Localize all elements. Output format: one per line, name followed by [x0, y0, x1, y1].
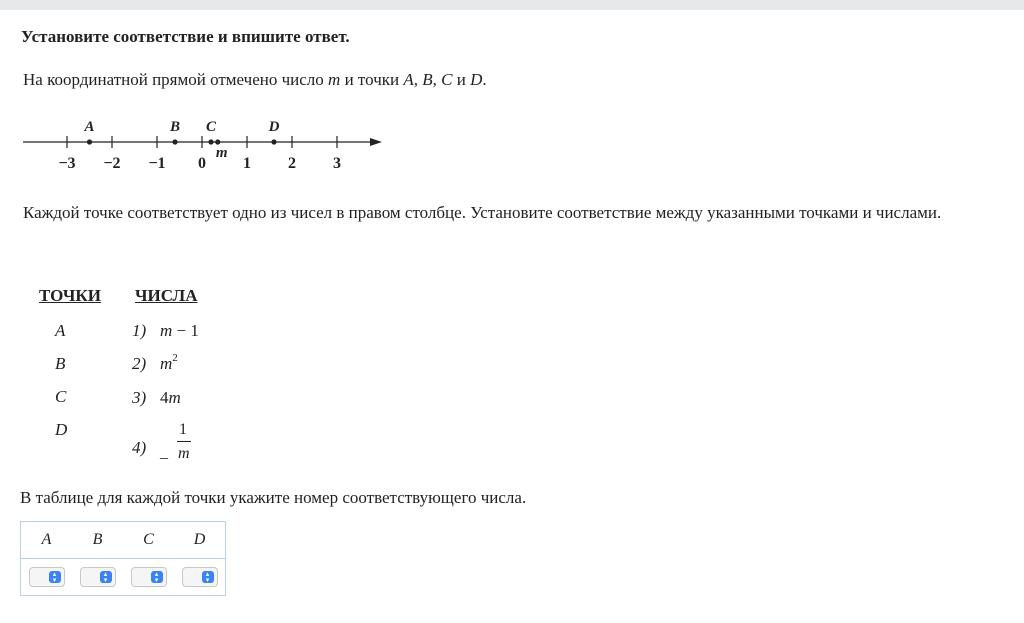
- point-name-a: A: [84, 119, 95, 135]
- number-expression-2: $m^2$: [160, 352, 178, 373]
- point-label-c: C: [55, 387, 67, 406]
- axis-arrow: [370, 138, 382, 146]
- select-arrows-icon: ▴ ▾: [202, 571, 214, 583]
- point-name-m: m: [215, 145, 228, 161]
- tick-label: 0: [198, 155, 206, 172]
- number-label-2: 2): [132, 354, 147, 373]
- number-line: [20, 113, 390, 177]
- answer-select-b[interactable]: [80, 567, 116, 587]
- point-name-d: D: [268, 119, 280, 135]
- point-label-b: B: [55, 354, 66, 373]
- numbers-column-header: ЧИСЛА: [135, 286, 198, 305]
- answer-instruction: В таблице для каждой точки укажите номер соответствующего числа.: [20, 488, 527, 507]
- fraction-denominator: m: [178, 445, 190, 462]
- number-label-3: 3): [132, 388, 147, 407]
- point-label-d: D: [55, 420, 68, 439]
- point-name-b: B: [169, 119, 181, 135]
- tick-label: −2: [103, 155, 121, 172]
- number-label-4: 4): [132, 438, 147, 457]
- answer-select-d[interactable]: [182, 567, 218, 587]
- answer-cell-c: [123, 559, 174, 596]
- tick-label: −1: [148, 155, 166, 172]
- fraction-bar: [177, 441, 191, 442]
- answer-select-a[interactable]: [29, 567, 65, 587]
- point-dot-m: [215, 139, 220, 144]
- number-label-1: 1): [132, 321, 147, 340]
- point-label-a: A: [55, 321, 66, 340]
- answer-column-b: B: [72, 522, 123, 559]
- fraction-minus: _: [160, 444, 168, 461]
- answer-column-d: D: [174, 522, 226, 559]
- tick-label: 3: [333, 155, 341, 172]
- number-expression-3: 4m: [160, 388, 181, 407]
- point-name-c: C: [205, 119, 217, 135]
- select-arrows-icon: ▴ ▾: [151, 571, 163, 583]
- answer-column-c: C: [123, 522, 174, 559]
- fraction-numerator: 1: [179, 421, 187, 438]
- tick-label: 2: [288, 155, 296, 172]
- answer-select-c[interactable]: [131, 567, 167, 587]
- number-expression-1: m − 1: [160, 321, 199, 340]
- answer-cell-a: [21, 559, 73, 596]
- point-dot-c: [208, 139, 213, 144]
- point-dot-b: [172, 139, 177, 144]
- task-title: Установите соответствие и впишите ответ.: [21, 27, 350, 46]
- tick-label: −3: [58, 155, 76, 172]
- point-dot-a: [87, 139, 92, 144]
- points-column-header: ТОЧКИ: [39, 286, 101, 305]
- instruction-text: Каждой точке соответствует одно из чисел в правом столбце. Установите соответствие между указанными точками и числами.: [23, 203, 942, 222]
- top-bar: [0, 0, 1024, 10]
- answer-cell-d: [174, 559, 226, 596]
- tick-label: 1: [243, 155, 251, 172]
- answer-column-a: A: [21, 522, 73, 559]
- intro-text: На координатной прямой отмечено число m и точки A, B, C и D.: [23, 70, 487, 89]
- select-arrows-icon: ▴ ▾: [100, 571, 112, 583]
- answer-cell-b: [72, 559, 123, 596]
- select-arrows-icon: ▴ ▾: [49, 571, 61, 583]
- answer-table: [20, 521, 226, 596]
- point-dot-d: [271, 139, 276, 144]
